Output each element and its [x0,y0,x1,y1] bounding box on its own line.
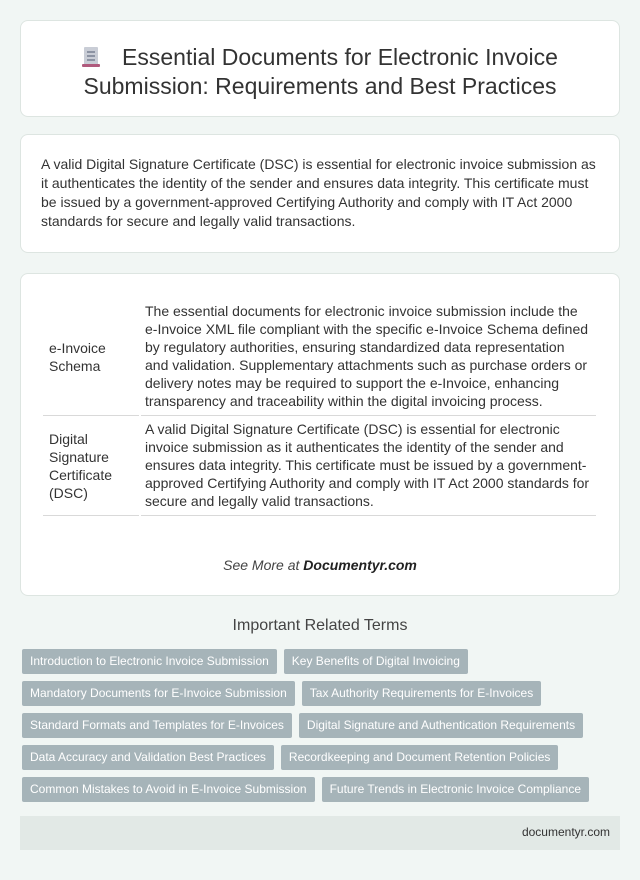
footer [20,816,620,850]
tag-row [22,745,622,777]
details-table [41,298,598,516]
related-term-tag[interactable]: Common Mistakes to Avoid in E-Invoice Submission [22,777,315,802]
related-term-tag[interactable]: Data Accuracy and Validation Best Practices [22,745,274,770]
see-more-prefix: See More at [223,557,300,573]
table-cell-description: The essential documents for electronic invoice submission include the e-Invoice XML file compliant with the specific e-Invoice Schema defined by regulatory authorities, ensuring standardized data representation and validation. Supplementary attachments such as purchase orders or delivery notes may be required to support the e-Invoice, enhancing transparency and traceability within the digital invoicing process. [141,298,596,416]
intro-card [20,134,620,253]
related-term-tag[interactable]: Mandatory Documents for E-Invoice Submission [22,681,295,706]
related-term-tag[interactable]: Key Benefits of Digital Invoicing [284,649,468,674]
title-card [20,20,620,117]
related-term-tag[interactable]: Future Trends in Electronic Invoice Compliance [322,777,589,802]
page-title-text: Essential Documents for Electronic Invoice Submission: Requirements and Best Practices [83,44,558,99]
document-icon [82,47,98,67]
related-term-tag[interactable]: Recordkeeping and Document Retention Policies [281,745,559,770]
footer-site-link[interactable]: documentyr.com [521,825,610,839]
related-term-tag[interactable]: Digital Signature and Authentication Requirements [299,713,583,738]
table-row [43,416,596,516]
page-title [41,43,599,101]
tag-row [22,649,622,681]
tag-row [22,713,622,745]
details-card [20,273,620,596]
table-cell-term: Digital Signature Certificate (DSC) [43,416,139,516]
table-cell-term: e-Invoice Schema [43,298,139,416]
tag-row [22,777,622,809]
see-more-site[interactable]: Documentyr.com [303,557,417,573]
table-cell-description: A valid Digital Signature Certificate (DSC) is essential for electronic invoice submission as it authenticates the identity of the sender and ensures data integrity. This certificate must be issued by a government-approved Certifying Authority and comply with IT Act 2000 standards for secure and legally valid transactions. [141,416,596,516]
related-term-tag[interactable]: Introduction to Electronic Invoice Submission [22,649,277,674]
related-terms-list [22,649,622,809]
related-term-tag[interactable]: Standard Formats and Templates for E-Invoices [22,713,292,738]
related-term-tag[interactable]: Tax Authority Requirements for E-Invoices [302,681,541,706]
see-more-link[interactable] [21,557,619,573]
tag-row [22,681,622,713]
table-row [43,298,596,416]
intro-text: A valid Digital Signature Certificate (DSC) is essential for electronic invoice submission as it authenticates the identity of the sender and ensures data integrity. This certificate must be issued by a government-approved Certifying Authority and comply with IT Act 2000 standards for secure and legally valid transactions. [41,156,596,229]
related-terms-heading: Important Related Terms [232,617,408,634]
